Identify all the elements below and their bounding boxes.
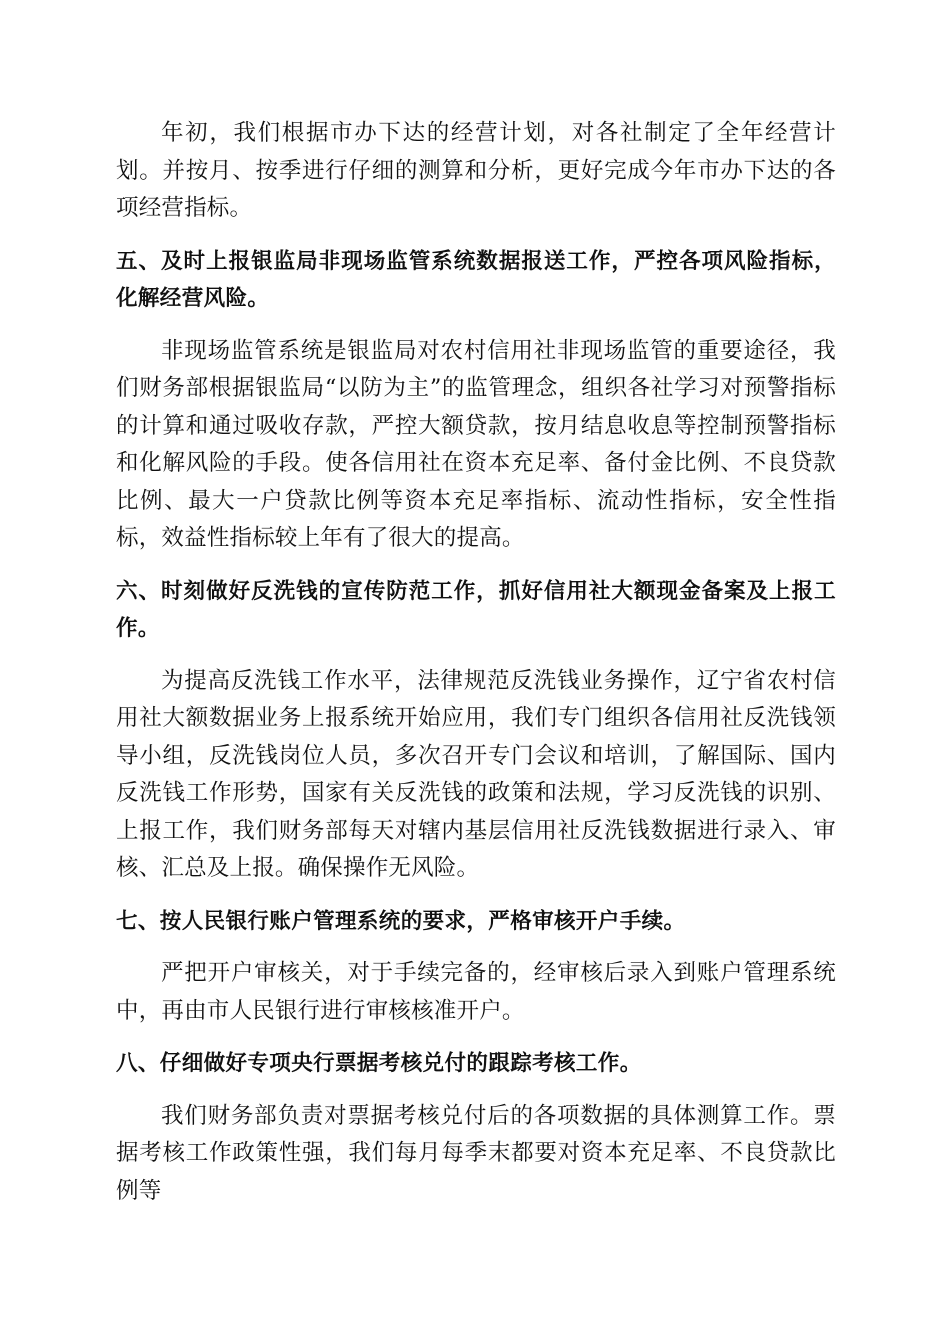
section-heading: 八、仔细做好专项央行票据考核兑付的跟踪考核工作。: [116, 1051, 642, 1076]
body-paragraph: 为提高反洗钱工作水平，法律规范反洗钱业务操作，辽宁省农村信用社大额数据业务上报系统开始应用，我们专门组织各信用社反洗钱领导小组，反洗钱岗位人员，多次召开专门会议和培训，了解国际、国内反洗钱工作形势，国家有关反洗钱的政策和法规，学习反洗钱的识别、上报工作，我们财务部每天对辖内基层信用社反洗钱数据进行录入、审核、汇总及上报。确保操作无风险。: [116, 667, 836, 881]
body-paragraph: 严把开户审核关，对于手续完备的，经审核后录入到账户管理系统中，再由市人民银行进行审核核准开户。: [116, 960, 836, 1024]
body-paragraph: 我们财务部负责对票据考核兑付后的各项数据的具体测算工作。票据考核工作政策性强，我们每月每季末都要对资本充足率、不良贷款比例等: [116, 1102, 836, 1204]
body-paragraph: 年初，我们根据市办下达的经营计划，对各社制定了全年经营计划。并按月、按季进行仔细的测算和分析，更好完成今年市办下达的各项经营指标。: [116, 120, 836, 221]
section-heading: 七、按人民银行账户管理系统的要求，严格审核开户手续。: [116, 908, 686, 934]
document-page: [116, 115, 836, 1210]
section-heading: 六、时刻做好反洗钱的宣传防范工作，抓好信用社大额现金备案及上报工作。: [116, 578, 836, 641]
section-heading: 五、及时上报银监局非现场监管系统数据报送工作，严控各项风险指标，化解经营风险。: [116, 248, 836, 311]
body-paragraph: 非现场监管系统是银监局对农村信用社非现场监管的重要途径，我们财务部根据银监局“以防为主”的监管理念，组织各社学习对预警指标的计算和通过吸收存款，严控大额贷款，按月结息收息等控制预警指标和化解风险的手段。使各信用社在资本充足率、备付金比例、不良贷款比例、最大一户贷款比例等资本充足率指标、流动性指标，安全性指标，效益性指标较上年有了很大的提高。: [116, 337, 836, 551]
